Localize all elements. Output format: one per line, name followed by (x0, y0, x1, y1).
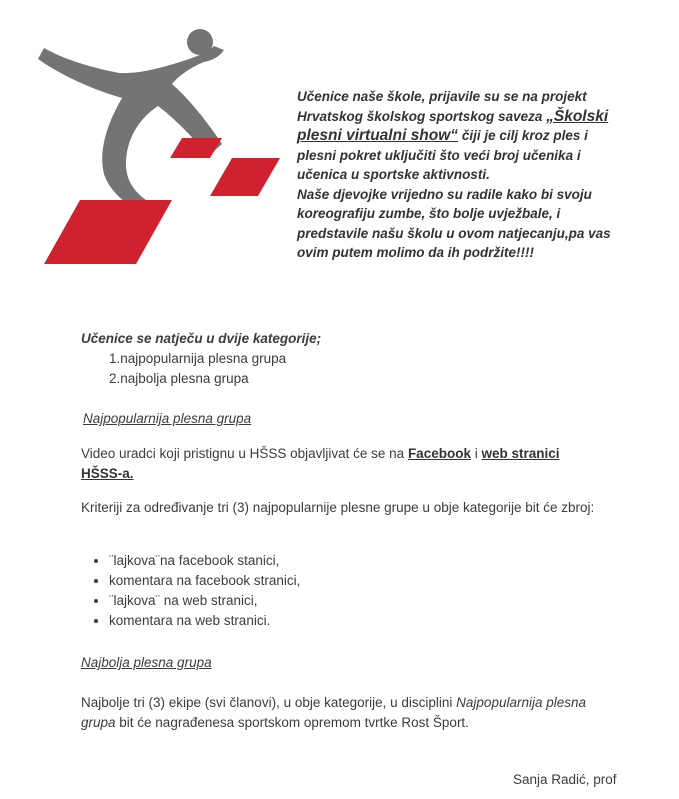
best-text-a: Najbolje tri (3) ekipe (svi članovi), u obje kategorije, u disciplini (81, 695, 457, 710)
popular-title (83, 409, 251, 429)
video-text: Video uradci koji pristignu u HŠSS objavljivat će se na (81, 446, 408, 461)
and-text: i (470, 446, 482, 461)
best-text-b: bit će nagrađenesa sportskom opremom tvrtke Rost Šport. (115, 715, 469, 730)
signature: Sanja Radić, prof (513, 772, 617, 787)
criteria-paragraph: Kriteriji za određivanje tri (3) najpopularnije plesne grupe u obje kategorije bit će zbroj: (81, 500, 595, 515)
intro-line-2: čiji je cilj kroz ples i plesni pokret uključiti što veći broj učenika i učenica u sportske aktivnosti. (297, 128, 588, 182)
categories-section (81, 329, 601, 389)
intro-line-1: Učenice naše škole, prijavile su se na projekt Hrvatskog školskog sportskog saveza (297, 89, 587, 124)
intro-line-3: Naše djevojke vrijedno su radile kako bi svoju koreografiju zumbe, što bolje uvježbale, i predstavile našu školu u ovom natjecanju,pa vas ovim putem molimo da ih podržite!!!! (297, 186, 611, 260)
best-title (81, 653, 212, 673)
hsss-logo (22, 18, 287, 278)
categories-list (81, 349, 601, 389)
popular-title-text: Najpopularnija plesna grupa (83, 411, 252, 426)
criteria-list (83, 551, 300, 631)
jumping-figure-icon (38, 29, 224, 210)
criteria-item: • ¨lajkova¨na facebook stanici, (109, 551, 300, 571)
criteria-item: • komentara na facebook stranici, (109, 571, 300, 591)
show-title: „Školski plesni virtualni show“ (297, 107, 609, 144)
categories-title: Učenice se natječu u dvije kategorije; (81, 331, 322, 346)
criteria-section (83, 551, 300, 631)
video-paragraph (81, 444, 601, 484)
intro-paragraph (297, 87, 627, 263)
criteria-item: • komentara na web stranici. (109, 611, 300, 631)
best-title-text: Najbolja plesna grupa (81, 655, 212, 670)
category-item: 1.najpopularnija plesna grupa (109, 351, 287, 366)
best-paragraph (81, 693, 586, 733)
best-text-em: Najpopularnija plesna grupa (81, 695, 587, 730)
red-checkered-squares (44, 138, 280, 264)
facebook-link[interactable]: Facebook (407, 446, 471, 461)
criteria-item: • ¨lajkova¨ na web stranici, (109, 591, 300, 611)
web-stranici-link[interactable]: web stranici HŠSS-a. (81, 446, 560, 481)
category-item: 2.najbolja plesna grupa (109, 371, 249, 386)
